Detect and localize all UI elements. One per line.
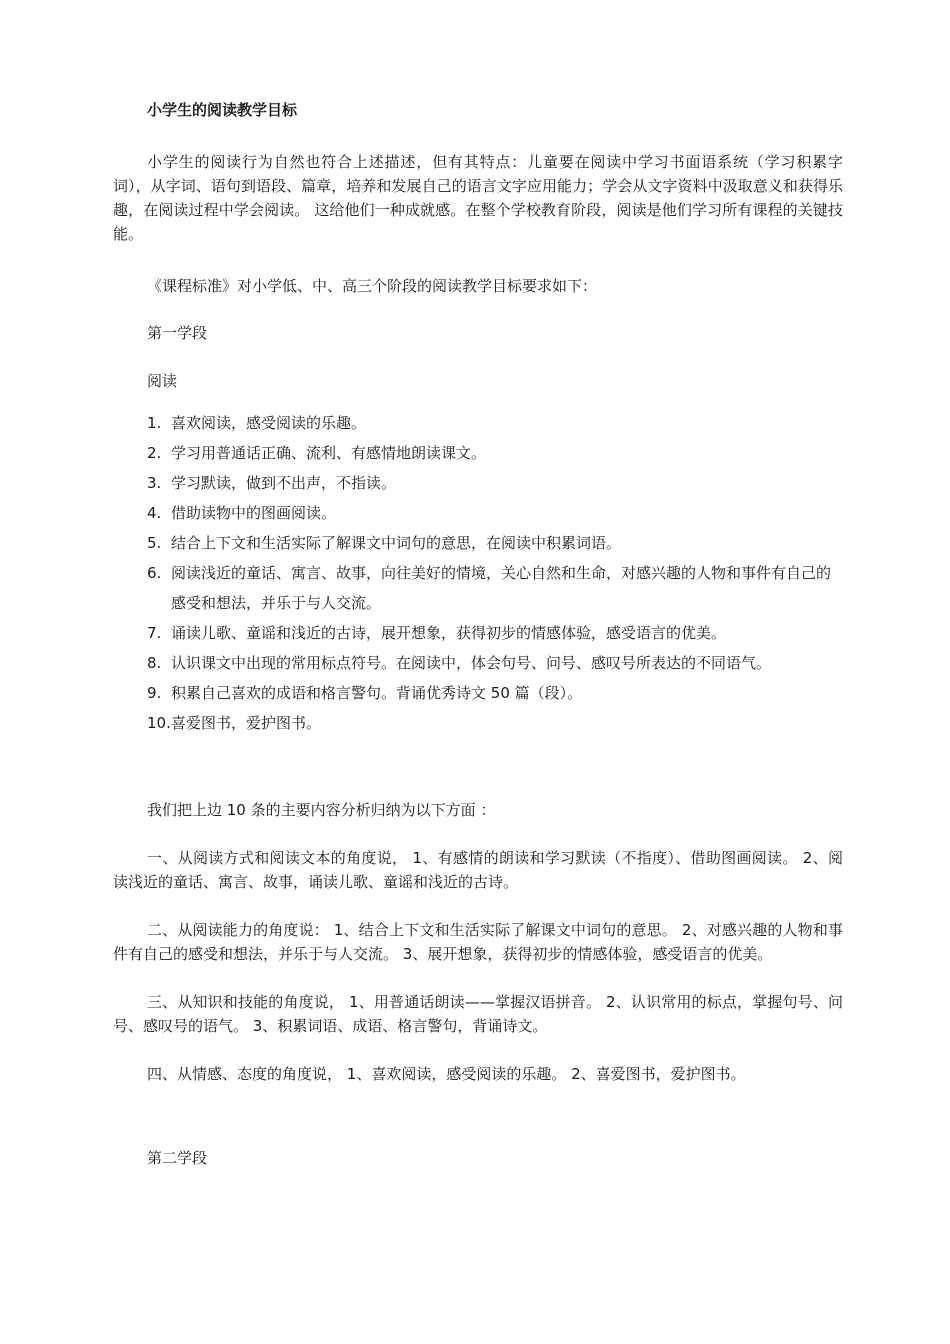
list-item bbox=[147, 558, 843, 618]
list-item bbox=[147, 528, 843, 558]
list-item-text: 结合上下文和生活实际了解课文中词句的意思，在阅读中积累词语。 bbox=[171, 534, 622, 552]
list-item bbox=[147, 678, 843, 708]
list-item-number: 3. bbox=[147, 474, 162, 492]
list-item-number: 9. bbox=[147, 684, 162, 702]
list-item-text: 诵读儿歌、童谣和浅近的古诗，展开想象，获得初步的情感体验，感受语言的优美。 bbox=[171, 624, 727, 642]
standard-intro: 《课程标准》对小学低、中、高三个阶段的阅读教学目标要求如下： bbox=[147, 277, 598, 295]
list-item-text: 喜欢阅读，感受阅读的乐趣。 bbox=[171, 414, 367, 432]
list-item-number: 7. bbox=[147, 624, 162, 642]
reading-goals-list bbox=[113, 408, 843, 738]
aspect-paragraph: 三、从知识和技能的角度说， 1、用普通话朗读——掌握汉语拼音。 2、认识常用的标点，掌握句号、问号、感叹号的语气。 3、积累词语、成语、格言警句，背诵诗文。 bbox=[113, 993, 843, 1035]
list-item bbox=[147, 498, 843, 528]
document-body bbox=[113, 98, 843, 1170]
list-item-number: 5. bbox=[147, 534, 162, 552]
list-item-number: 1. bbox=[147, 414, 162, 432]
list-item bbox=[147, 408, 843, 438]
list-item bbox=[147, 618, 843, 648]
list-item-number: 6. bbox=[147, 564, 162, 582]
list-item bbox=[147, 438, 843, 468]
list-item bbox=[147, 708, 843, 738]
document-title: 小学生的阅读教学目标 bbox=[147, 101, 298, 119]
aspect-paragraph: 二、从阅读能力的角度说： 1、结合上下文和生活实际了解课文中词句的意思。 2、对感兴趣的人物和事件有自己的感受和想法，并乐于与人交流。 3、展开想象，获得初步的情感体验，感受语言的优美。 bbox=[113, 921, 843, 963]
list-item-text: 认识课文中出现的常用标点符号。在阅读中，体会句号、问号、感叹号所表达的不同语气。 bbox=[171, 654, 772, 672]
stage-one-heading: 第一学段 bbox=[147, 324, 208, 342]
list-item-number: 2. bbox=[147, 444, 162, 462]
list-item-text: 喜爱图书，爱护图书。 bbox=[171, 714, 322, 732]
intro-paragraph: 小学生的阅读行为自然也符合上述描述，但有其特点：儿童要在阅读中学习书面语系统（学习积累字词），从字词、语句到语段、篇章，培养和发展自己的语言文字应用能力；学会从文字资料中汲取意义和获得乐趣，在阅读过程中学会阅读。 这给他们一种成就感。在整个学校教育阶段，阅读是他们学习所有课程的关键技能。 bbox=[113, 153, 843, 243]
list-item-number: 10. bbox=[147, 714, 171, 732]
aspect-paragraph: 一、从阅读方式和阅读文本的角度说， 1、有感情的朗读和学习默读（不指度）、借助图画阅读。 2、阅读浅近的童话、寓言、故事，诵读儿歌、童谣和浅近的古诗。 bbox=[113, 849, 843, 891]
list-item-text: 学习用普通话正确、流利、有感情地朗读课文。 bbox=[171, 444, 487, 462]
summary-intro: 我们把上边 10 条的主要内容分析归纳为以下方面 ： bbox=[147, 801, 496, 819]
list-item bbox=[147, 648, 843, 678]
aspect-paragraph: 四、从情感、态度的角度说， 1、喜欢阅读，感受阅读的乐趣。 2、喜爱图书，爱护图书。 bbox=[147, 1065, 746, 1083]
list-item-text: 学习默读，做到不出声，不指读。 bbox=[171, 474, 397, 492]
list-item-number: 4. bbox=[147, 504, 162, 522]
list-item-number: 8. bbox=[147, 654, 162, 672]
reading-heading: 阅读 bbox=[147, 372, 178, 390]
list-item-text: 积累自己喜欢的成语和格言警句。背诵优秀诗文 50 篇（段）。 bbox=[171, 684, 583, 702]
list-item-text: 借助读物中的图画阅读。 bbox=[171, 504, 337, 522]
list-item-text: 阅读浅近的童话、寓言、故事，向往美好的情境，关心自然和生命，对感兴趣的人物和事件有自己的感受和想法，并乐于与人交流。 bbox=[171, 564, 832, 612]
stage-two-heading: 第二学段 bbox=[147, 1149, 208, 1167]
list-item bbox=[147, 468, 843, 498]
